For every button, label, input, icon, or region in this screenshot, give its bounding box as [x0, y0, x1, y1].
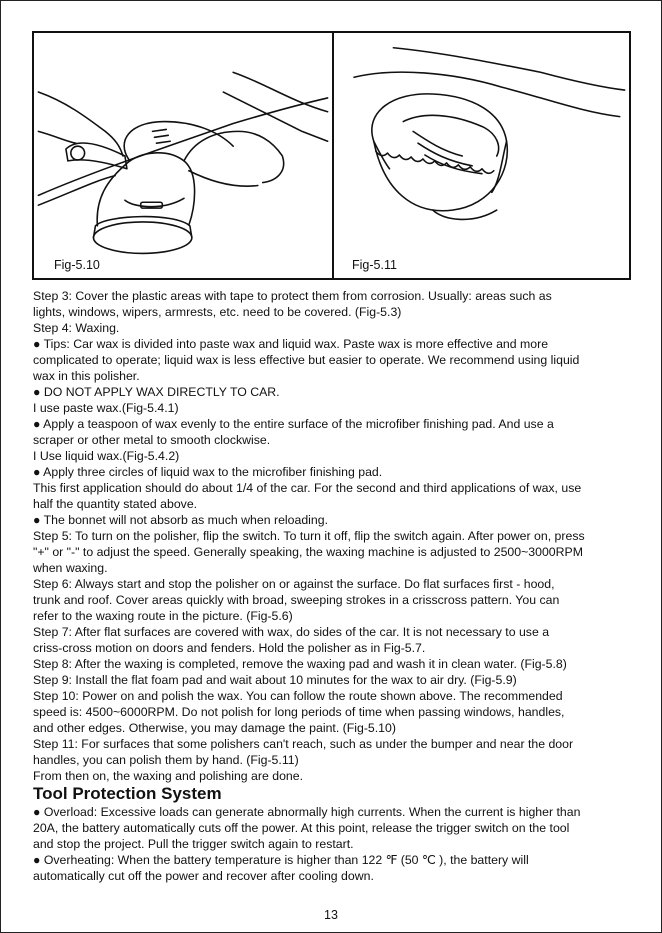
text-line: Step 7: After flat surfaces are covered with wax, do sides of the car. It is not necessary to use a	[33, 625, 550, 639]
text-line: I use paste wax.(Fig-5.4.1)	[33, 401, 179, 415]
page-number: 13	[324, 908, 338, 922]
text-line: and stop the project. Pull the trigger switch again to restart.	[33, 837, 354, 851]
text-line: criss-cross motion on doors and fenders. Hold the polisher as in Fig-5.7.	[33, 641, 426, 655]
text-line: 20A, the battery automatically cuts off the power. At this point, release the trigger switch on the tool	[33, 821, 570, 835]
text-line: Step 10: Power on and polish the wax. You can follow the route shown above. The recommended	[33, 689, 563, 703]
text-line: ● Apply a teaspoon of wax evenly to the entire surface of the microfiber finishing pad. And use a	[33, 417, 554, 431]
text-line: ● Overheating: When the battery temperature is higher than 122 ℉ (50 ℃ ), the battery will	[33, 853, 529, 867]
text-line: ● Apply three circles of liquid wax to the microfiber finishing pad.	[33, 465, 383, 479]
text-line: and other edges. Otherwise, you may damage the paint. (Fig-5.10)	[33, 721, 396, 735]
text-line: ● DO NOT APPLY WAX DIRECTLY TO CAR.	[33, 385, 280, 399]
text-line: wax in this polisher.	[33, 369, 140, 383]
figure-panel	[32, 31, 631, 280]
text-line: ● Tips: Car wax is divided into paste wax and liquid wax. Paste wax is more effective and more	[33, 337, 549, 351]
polisher-illustration	[34, 33, 332, 278]
text-line: trunk and roof. Cover areas quickly with broad, sweeping strokes in a crisscross pattern. You can	[33, 593, 560, 607]
text-line: ● The bonnet will not absorb as much when reloading.	[33, 513, 328, 527]
text-line: Step 4: Waxing.	[33, 321, 120, 335]
text-line: Step 9: Install the flat foam pad and wait about 10 minutes for the wax to air dry. (Fig-5.9)	[33, 673, 517, 687]
figure-hand-polishing	[332, 33, 629, 278]
text-line: This first application should do about 1/4 of the car. For the second and third applications of wax, use	[33, 481, 582, 495]
text-line: speed is: 4500~6000RPM. Do not polish for long periods of time when passing windows, handles,	[33, 705, 565, 719]
text-line: Step 6: Always start and stop the polisher on or against the surface. Do flat surfaces first - hood,	[33, 577, 555, 591]
text-line: half the quantity stated above.	[33, 497, 198, 511]
text-line: Step 11: For surfaces that some polishers can't reach, such as under the bumper and near the door	[33, 737, 574, 751]
text-line: "+" or "-" to adjust the speed. Generally speaking, the waxing machine is adjusted to 2500~3000RPM	[33, 545, 583, 559]
text-line: Step 8: After the waxing is completed, remove the waxing pad and wash it in clean water. (Fig-5.8)	[33, 657, 567, 671]
text-line: complicated to operate; liquid wax is less effective but easier to operate. We recommend using liquid	[33, 353, 580, 367]
text-line: handles, you can polish them by hand. (Fig-5.11)	[33, 753, 299, 767]
text-line: refer to the waxing route in the picture. (Fig-5.6)	[33, 609, 293, 623]
text-line: I Use liquid wax.(Fig-5.4.2)	[33, 449, 180, 463]
text-line: Step 5: To turn on the polisher, flip the switch. To turn it off, flip the switch again. After power on, press	[33, 529, 585, 543]
hand-pad-illustration	[332, 33, 629, 278]
text-line: ● Overload: Excessive loads can generate abnormally high currents. When the current is higher than	[33, 805, 581, 819]
figure-caption: Fig-5.11	[352, 258, 397, 272]
text-line: Step 3: Cover the plastic areas with tape to protect them from corrosion. Usually: areas such as	[33, 289, 552, 303]
text-line: lights, windows, wipers, armrests, etc. need to be covered. (Fig-5.3)	[33, 305, 402, 319]
text-line: automatically cut off the power and recover after cooling down.	[33, 869, 374, 883]
instructions-text	[33, 288, 633, 884]
text-line: From then on, the waxing and polishing are done.	[33, 769, 304, 783]
text-line: when waxing.	[33, 561, 108, 575]
figure-polisher-machine	[34, 33, 334, 278]
section-heading: Tool Protection System	[33, 784, 222, 803]
figure-caption: Fig-5.10	[54, 258, 100, 272]
text-line: scraper or other metal to smooth clockwise.	[33, 433, 271, 447]
